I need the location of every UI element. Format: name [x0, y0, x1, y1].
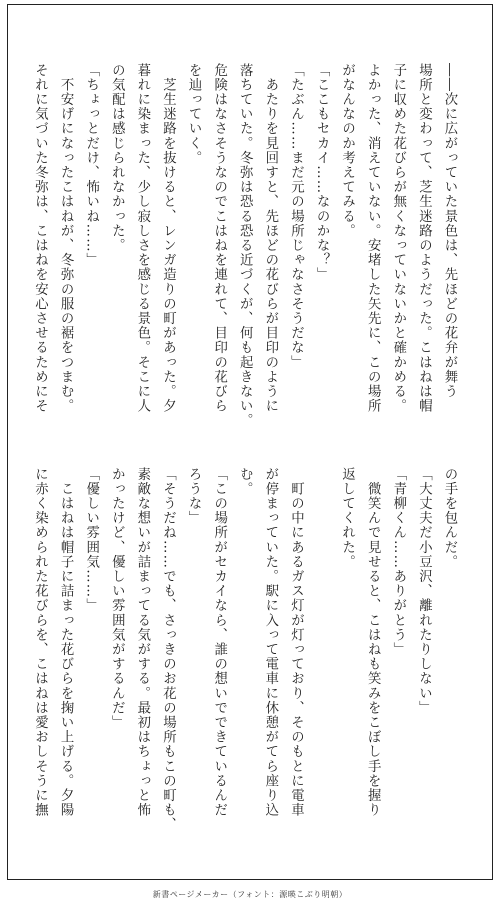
text-column: 「大丈夫だ小豆沢、離れたりしない」	[416, 467, 432, 716]
text-column: 「この場所がセカイなら、誰の想いでできているんだ	[211, 467, 227, 818]
text-column: こはねは帽子に詰まった花びらを掬い上げる。夕陽	[58, 467, 74, 818]
text-column: 「たぶん……まだ元の場所じゃなさそうだな」	[288, 63, 304, 370]
text-column: 芝生迷路を抜けると、レンガ造りの町があった。夕	[160, 63, 176, 414]
text-column: あたりを見回すと、先ほどの花びらが目印のように	[262, 63, 278, 414]
footer-caption: 新書ページメーカー（フォント：源暎こぶり明朝）	[152, 890, 348, 899]
text-column: かったけど、優しい雰囲気がするんだ」	[109, 467, 125, 730]
text-column: の手を包んだ。	[442, 467, 457, 570]
text-column: 「そうだね……でも、さっきのお花の場所もこの町も、	[160, 467, 176, 832]
text-column: 子に収めた花びらが無くなっていないかと確かめる。	[390, 63, 406, 414]
text-column: む。	[237, 467, 253, 497]
book-page	[7, 4, 493, 880]
text-column: 「優しい雰囲気……」	[83, 467, 99, 613]
text-column: が停まっていた。駅に入って電車に休憩がてら座り込	[262, 467, 278, 818]
text-column: ――次に広がっていた景色は、先ほどの花弁が舞う	[442, 63, 457, 399]
text-column: 暮れに染まった、少し寂しさを感じる景色。そこに人	[134, 63, 150, 414]
text-column: 不安げになったこはねが、冬弥の服の裾をつまむ。	[58, 63, 74, 414]
text-column: ろうな」	[186, 467, 202, 526]
text-column: 町の中にあるガス灯が灯っており、そのもとに電車	[288, 467, 304, 818]
text-column: よかった、消えていない。安堵した矢先に、この場所	[365, 63, 381, 414]
text-column: それに気づいた冬弥は、こはねを安心させるためにそ	[32, 63, 48, 414]
text-column: 「ここもセカイ……なのかな？」	[314, 63, 330, 282]
text-column: 「青柳くん……ありがとう」	[390, 467, 406, 657]
text-block-top	[27, 63, 462, 433]
text-column: 微笑んで見せると、こはねも笑みをこぼし手を握り	[365, 467, 381, 818]
text-column: の気配は感じられなかった。	[109, 63, 125, 253]
text-column: 返してくれた。	[339, 467, 355, 570]
text-column: 「ちょっとだけ、怖いね……」	[83, 63, 99, 268]
text-column: 素敵な想いが詰まってる気がする。最初はちょっと怖	[134, 467, 150, 818]
text-column: がなんなのか考えてみる。	[339, 63, 355, 239]
text-column: 落ちていた。冬弥は恐る恐る近づくが、何も起きない。	[237, 63, 253, 428]
text-column: 危険はなさそうなのでこはねを連れて、目印の花びら	[211, 63, 227, 414]
text-column: に赤く染められた花びらを、こはねは愛おしそうに撫	[32, 467, 48, 818]
text-column	[308, 467, 334, 847]
text-column: を辿っていく。	[186, 63, 202, 166]
text-column: 場所と変わって、芝生迷路のようだった。こはねは帽	[416, 63, 432, 414]
text-block-bottom	[27, 467, 462, 847]
